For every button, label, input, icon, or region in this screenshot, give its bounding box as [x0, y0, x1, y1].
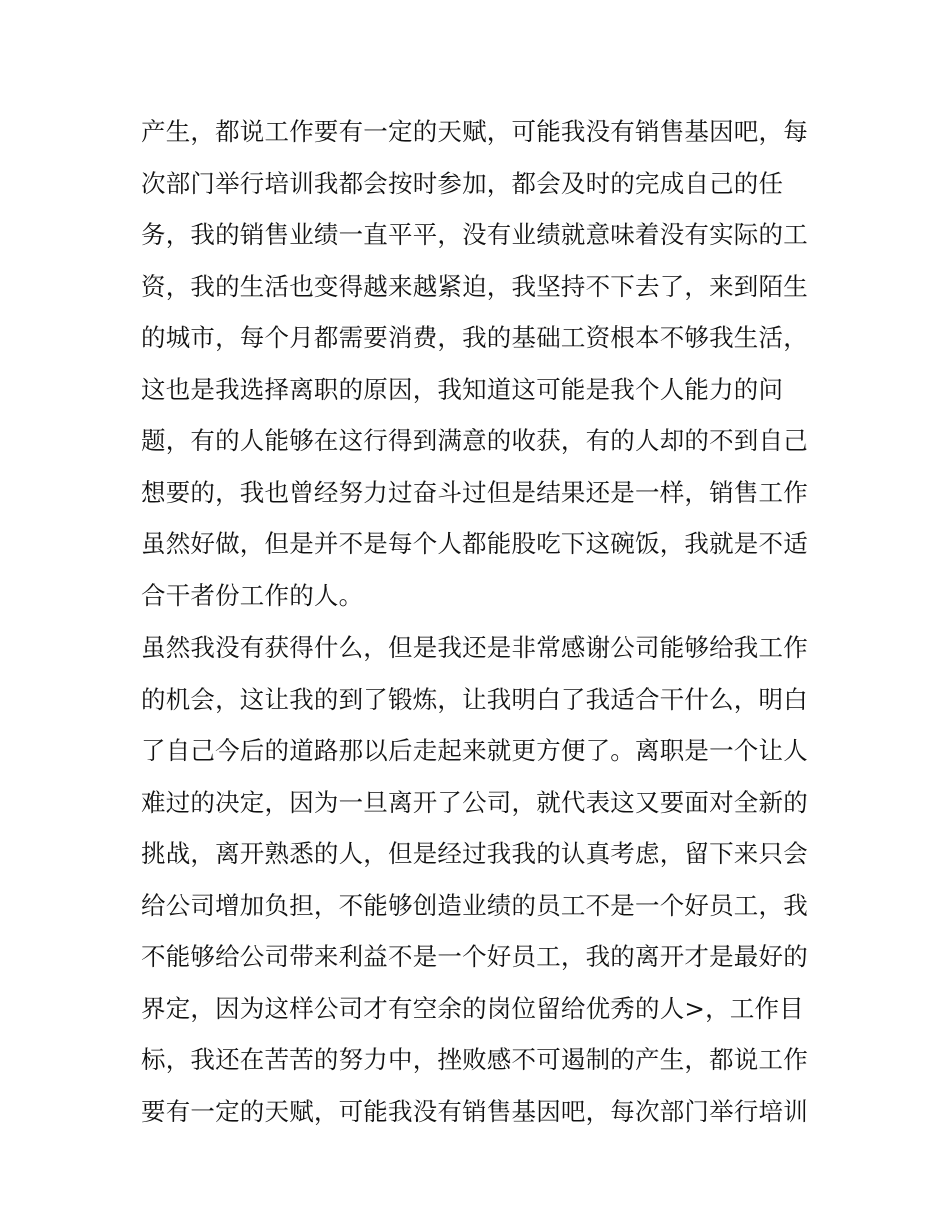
paragraph-1 — [141, 106, 813, 621]
text-line: 想要的，我也曾经努力过奋斗过但是结果还是一样，销售工作 — [141, 477, 808, 507]
text-line: 不能够给公司带来利益不是一个好员工，我的离开才是最好的 — [141, 942, 808, 971]
text-line: 这也是我选择离职的原因，我知道这可能是我个人能力的问 — [141, 374, 784, 404]
paragraph-2 — [141, 622, 813, 1137]
text-line: 虽然我没有获得什么，但是我还是非常感谢公司能够给我工作 — [141, 633, 808, 662]
text-line: 题，有的人能够在这行得到满意的收获，有的人却的不到自己 — [141, 426, 808, 455]
text-line: 次部门举行培训我都会按时参加，都会及时的完成自己的任 — [141, 168, 784, 198]
text-line: 了自己今后的道路那以后走起来就更方便了。离职是一个让人 — [141, 736, 808, 765]
text-line: 标，我还在苦苦的努力中，挫败感不可遏制的产生，都说工作 — [141, 1045, 808, 1074]
text-line: 产生，都说工作要有一定的天赋，可能我没有销售基因吧，每 — [141, 117, 808, 146]
text-line: 务，我的销售业绩一直平平，没有业绩就意味着没有实际的工 — [141, 220, 808, 249]
text-line: 给公司增加负担，不能够创造业绩的员工不是一个好员工，我 — [141, 890, 808, 920]
text-line: 要有一定的天赋，可能我没有销售基因吧，每次部门举行培训 — [141, 1096, 808, 1126]
text-line: 难过的决定，因为一旦离开了公司，就代表这又要面对全新的 — [141, 787, 808, 817]
text-line: 的城市，每个月都需要消费，我的基础工资根本不够我生活， — [141, 323, 808, 352]
text-line: 的机会，这让我的到了锻炼，让我明白了我适合干什么，明白 — [141, 684, 808, 714]
text-line: 挑战，离开熟悉的人，但是经过我我的认真考虑，留下来只会 — [141, 839, 808, 868]
text-line: 合干者份工作的人。 — [141, 580, 364, 610]
text-line: 资，我的生活也变得越来越紧迫，我坚持不下去了，来到陌生 — [141, 271, 808, 301]
text-line: 界定，因为这样公司才有空余的岗位留给优秀的人>，工作目 — [141, 993, 804, 1023]
text-line: 虽然好做，但是并不是每个人都能股吃下这碗饭，我就是不适 — [141, 529, 808, 558]
